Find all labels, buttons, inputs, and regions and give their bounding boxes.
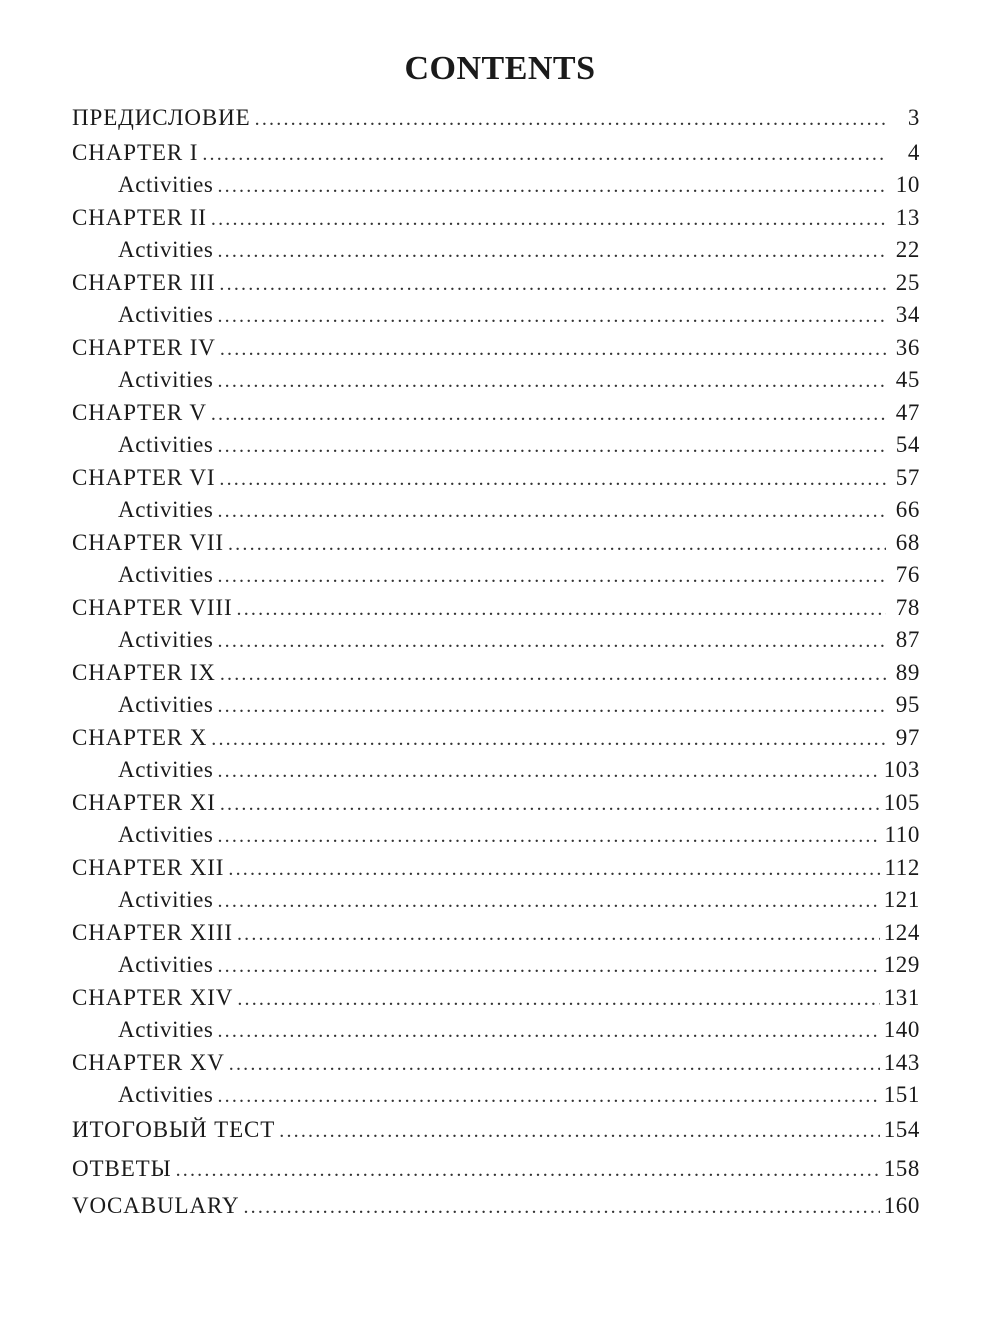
toc-page-number: 103 [883,757,920,782]
toc-entry [72,755,920,785]
toc-entry [72,915,920,950]
toc-entry-label: Activities [118,172,214,197]
dot-leader [237,592,886,625]
dot-leader [217,756,879,785]
dot-leader [217,1016,879,1045]
toc-page-number: 54 [895,432,920,457]
toc-page-number: 47 [895,400,920,425]
toc-page-number: 68 [895,530,920,555]
toc-entry-label: CHAPTER III [72,270,216,295]
toc-page-number: 110 [884,822,920,847]
dot-leader [217,1081,879,1110]
toc-entry [72,1150,920,1187]
dot-leader [220,657,886,690]
dot-leader [219,267,886,300]
toc-page-number: 89 [895,660,920,685]
dot-leader [211,722,886,755]
toc-page-number: 105 [883,790,920,815]
dot-leader [219,462,886,495]
toc-entry-label: CHAPTER XV [72,1050,225,1075]
toc-page-number: 36 [895,335,920,360]
toc-page-number: 131 [883,985,920,1010]
toc-page-number: 13 [895,205,920,230]
toc-entry [72,135,920,170]
toc-entry [72,560,920,590]
dot-leader [229,1047,880,1080]
toc-entry-label: Activities [118,822,214,847]
dot-leader [176,1152,880,1187]
dot-leader [279,1111,879,1150]
dot-leader [217,951,879,980]
toc-entry [72,820,920,850]
toc-entry [72,655,920,690]
toc-entry [72,170,920,200]
toc-entry-label: Activities [118,692,214,717]
toc-entry [72,495,920,525]
toc-page-number: 95 [895,692,920,717]
toc-page-number: 66 [895,497,920,522]
toc-entry-label: Activities [118,432,214,457]
dot-leader [220,332,886,365]
toc-entry-label: CHAPTER XI [72,790,216,815]
toc-entry [72,100,920,135]
toc-entry-label: CHAPTER XIV [72,985,234,1010]
toc-entry [72,300,920,330]
toc-page-number: 158 [883,1156,920,1181]
toc-entry [72,785,920,820]
toc-entry [72,430,920,460]
toc-entry-label: Activities [118,237,214,262]
toc-page-number: 25 [895,270,920,295]
toc-entry-label: VOCABULARY [72,1193,240,1218]
toc-page-number: 3 [907,105,920,130]
toc-page-number: 76 [895,562,920,587]
dot-leader [255,102,886,135]
toc-entry [72,625,920,655]
toc-entry [72,395,920,430]
toc-entry [72,525,920,560]
dot-leader [237,917,880,950]
toc-entry [72,950,920,980]
dot-leader [243,1189,879,1224]
toc-page-number: 129 [883,952,920,977]
dot-leader [211,397,886,430]
toc-entry-label: CHAPTER IV [72,335,216,360]
toc-entry-label: CHAPTER XII [72,855,225,880]
toc-entry-label: Activities [118,887,214,912]
toc-page-number: 160 [883,1193,920,1218]
dot-leader [217,301,886,330]
toc-page-number: 4 [907,140,920,165]
dot-leader [211,202,886,235]
toc-page-number: 121 [883,887,920,912]
toc-page-number: 57 [895,465,920,490]
toc-entry [72,1080,920,1110]
toc-page-number: 34 [895,302,920,327]
toc-entry-label: Activities [118,1017,214,1042]
toc-entry [72,885,920,915]
toc-entry-label: ИТОГОВЫЙ ТЕСТ [72,1117,276,1142]
dot-leader [217,431,886,460]
toc-entry [72,365,920,395]
toc-entry [72,720,920,755]
toc-page-number: 78 [895,595,920,620]
toc-page-number: 124 [883,920,920,945]
toc-entry [72,265,920,300]
toc-entry-label: ОТВЕТЫ [72,1156,172,1181]
toc-entry [72,980,920,1015]
dot-leader [217,691,886,720]
toc-entry-label: ПРЕДИСЛОВИЕ [72,105,251,130]
toc-entry [72,690,920,720]
toc-entry-label: Activities [118,952,214,977]
toc-entry-label: CHAPTER II [72,205,207,230]
dot-leader [217,886,879,915]
toc-entry-label: CHAPTER VII [72,530,224,555]
toc-entry [72,200,920,235]
dot-leader [217,171,886,200]
toc-entry-label: Activities [118,562,214,587]
dot-leader [217,236,886,265]
toc-entry-label: CHAPTER I [72,140,199,165]
toc-page-number: 87 [895,627,920,652]
toc-entry-label: Activities [118,627,214,652]
toc-page-number: 140 [883,1017,920,1042]
toc-page-number: 143 [883,1050,920,1075]
dot-leader [220,787,880,820]
toc-entry [72,460,920,495]
toc-page-number: 151 [883,1082,920,1107]
toc-page-number: 154 [883,1117,920,1142]
toc-entry-label: CHAPTER VIII [72,595,233,620]
toc-page-number: 10 [895,172,920,197]
toc-entry-label: Activities [118,1082,214,1107]
toc-entry-label: CHAPTER XIII [72,920,233,945]
dot-leader [228,852,880,885]
dot-leader [228,527,886,560]
toc-entry [72,850,920,885]
toc-entry [72,1187,920,1224]
toc-entry-label: CHAPTER X [72,725,208,750]
toc-entry-label: CHAPTER IX [72,660,216,685]
dot-leader [217,821,880,850]
dot-leader [202,137,886,170]
toc-entry-label: CHAPTER V [72,400,207,425]
table-of-contents [72,100,920,1224]
toc-entry [72,1015,920,1045]
toc-entry-label: CHAPTER VI [72,465,216,490]
toc-entry [72,590,920,625]
dot-leader [237,982,879,1015]
toc-entry-label: Activities [118,757,214,782]
toc-entry [72,330,920,365]
toc-page-number: 97 [895,725,920,750]
toc-entry-label: Activities [118,302,214,327]
toc-entry [72,1045,920,1080]
toc-page-number: 112 [884,855,920,880]
toc-page-number: 22 [895,237,920,262]
dot-leader [217,366,886,395]
page-title: CONTENTS [404,50,596,87]
toc-entry-label: Activities [118,497,214,522]
toc-entry [72,1110,920,1150]
dot-leader [217,626,886,655]
dot-leader [217,561,886,590]
toc-entry-label: Activities [118,367,214,392]
dot-leader [217,496,886,525]
toc-page-number: 45 [895,367,920,392]
toc-entry [72,235,920,265]
